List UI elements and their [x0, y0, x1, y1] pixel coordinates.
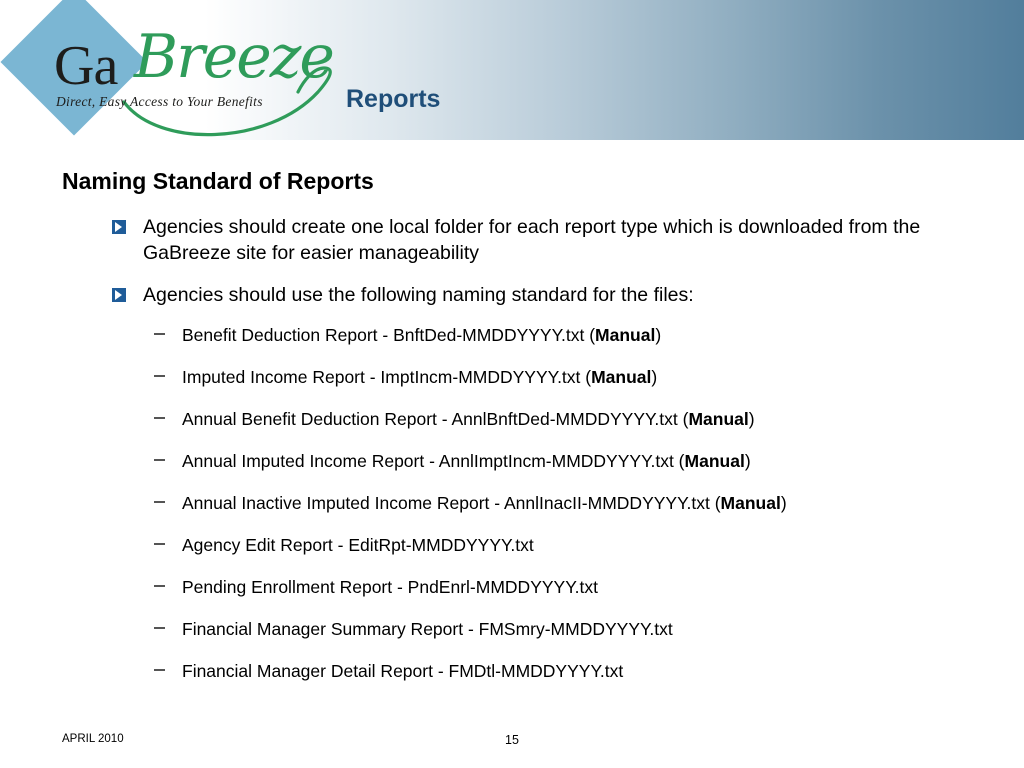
dash-bullet-icon [154, 501, 165, 503]
report-name-suffix: ) [744, 451, 751, 471]
footer-page-number: 15 [505, 733, 519, 747]
dash-bullet-icon [154, 375, 165, 377]
list-item [154, 324, 988, 346]
report-name-prefix: Annual Inactive Imputed Income Report - AnnlInacII-MMDDYYYY.txt ( [182, 493, 721, 513]
list-item [154, 366, 988, 388]
gabreeze-logo [8, 6, 333, 136]
report-name-emphasis: Manual [684, 451, 745, 471]
report-name-prefix: Financial Manager Detail Report - FMDtl-MMDDYYYY.txt [182, 661, 624, 681]
report-name-suffix: ) [748, 409, 755, 429]
report-name-prefix: Imputed Income Report - ImptIncm-MMDDYYYY.txt ( [182, 367, 592, 387]
logo-wordmark [44, 22, 344, 122]
list-item [154, 408, 988, 430]
list-item [154, 576, 988, 598]
page-title: Reports [346, 85, 441, 113]
dash-bullet-icon [154, 543, 165, 545]
dash-bullet-icon [154, 333, 165, 335]
bullet-text: Agencies should create one local folder for each report type which is downloaded from the GaBreeze site for easier manageability [143, 216, 921, 264]
report-name-suffix: ) [651, 367, 658, 387]
report-name-prefix: Financial Manager Summary Report - FMSmry-MMDDYYYY.txt [182, 619, 673, 639]
report-name-suffix: ) [780, 493, 787, 513]
list-item [154, 660, 988, 682]
list-item [154, 492, 988, 514]
logo-tagline: Direct, Easy Access to Your Benefits [56, 94, 263, 109]
footer-date: APRIL 2010 [62, 733, 124, 745]
report-name-prefix: Annual Imputed Income Report - AnnlImptIncm-MMDDYYYY.txt ( [182, 451, 685, 471]
dash-bullet-icon [154, 417, 165, 419]
report-name-emphasis: Manual [591, 367, 652, 387]
report-name-prefix: Benefit Deduction Report - BnftDed-MMDDYYYY.txt ( [182, 325, 596, 345]
section-heading: Naming Standard of Reports [62, 168, 374, 194]
report-name-prefix: Pending Enrollment Report - PndEnrl-MMDDYYYY.txt [182, 577, 598, 597]
list-item [108, 214, 988, 266]
bullet-list [108, 214, 988, 702]
list-item [154, 450, 988, 472]
report-name-list [108, 324, 988, 682]
logo-text-breeze: Breeze [134, 22, 333, 92]
arrow-bullet-icon [112, 288, 126, 302]
report-name-suffix: ) [655, 325, 662, 345]
report-name-emphasis: Manual [595, 325, 656, 345]
list-item [108, 282, 988, 308]
report-name-emphasis: Manual [688, 409, 749, 429]
dash-bullet-icon [154, 627, 165, 629]
report-name-prefix: Annual Benefit Deduction Report - AnnlBnftDed-MMDDYYYY.txt ( [182, 409, 689, 429]
list-item [154, 534, 988, 556]
report-name-prefix: Agency Edit Report - EditRpt-MMDDYYYY.txt [182, 535, 534, 555]
report-name-emphasis: Manual [720, 493, 781, 513]
logo-text-ga: Ga [54, 35, 118, 97]
arrow-bullet-icon [112, 220, 126, 234]
dash-bullet-icon [154, 669, 165, 671]
list-item [154, 618, 988, 640]
dash-bullet-icon [154, 459, 165, 461]
dash-bullet-icon [154, 585, 165, 587]
bullet-text: Agencies should use the following naming standard for the files: [143, 284, 694, 306]
